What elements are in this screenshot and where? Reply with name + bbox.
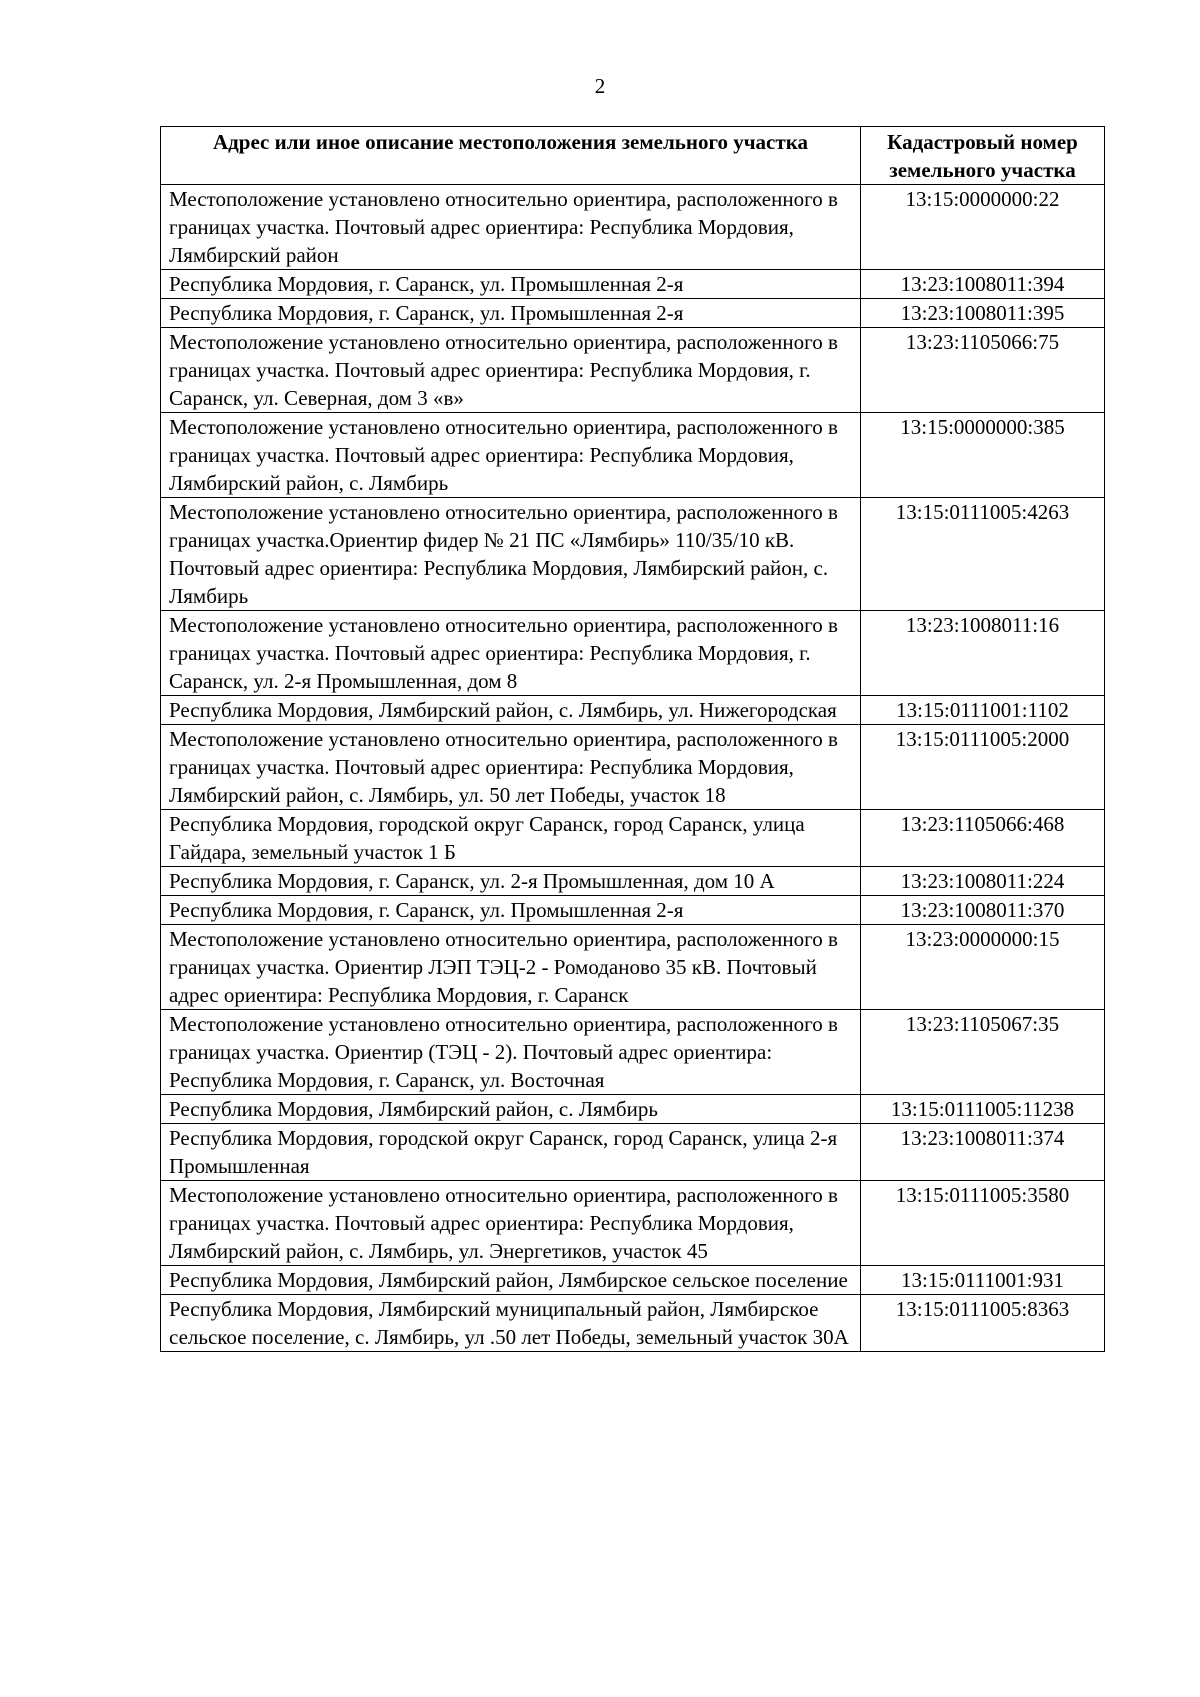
- cadastral-number-cell: 13:23:1008011:394: [861, 270, 1105, 299]
- cadastral-number-cell: 13:23:1008011:374: [861, 1124, 1105, 1181]
- cadastral-number-cell: 13:23:1008011:224: [861, 867, 1105, 896]
- table-row: [161, 1181, 1105, 1266]
- cadastral-number-cell: 13:23:1008011:16: [861, 611, 1105, 696]
- cadastral-number-cell: 13:15:0111001:1102: [861, 696, 1105, 725]
- address-cell: Республика Мордовия, городской округ Саранск, город Саранск, улица Гайдара, земельный участок 1 Б: [161, 810, 861, 867]
- table-header-row: [161, 127, 1105, 185]
- table-row: [161, 299, 1105, 328]
- cadastral-number-cell: 13:23:1008011:370: [861, 896, 1105, 925]
- page-number: 2: [594, 74, 606, 98]
- cadastral-number-cell: 13:15:0111005:3580: [861, 1181, 1105, 1266]
- cadastral-number-cell: 13:23:1105066:468: [861, 810, 1105, 867]
- address-cell: Местоположение установлено относительно ориентира, расположенного в границах участка. Ориентир (ТЭЦ - 2). Почтовый адрес ориентира: Республика Мордовия, г. Саранск, ул. Восточная: [161, 1010, 861, 1095]
- address-cell: Местоположение установлено относительно ориентира, расположенного в границах участка. Почтовый адрес ориентира: Республика Мордовия, г. Саранск, ул. 2-я Промышленная, дом 8: [161, 611, 861, 696]
- cadastral-number-cell: 13:15:0000000:22: [861, 185, 1105, 270]
- cadastral-number-cell: 13:23:1105067:35: [861, 1010, 1105, 1095]
- cadastral-number-cell: 13:15:0111001:931: [861, 1266, 1105, 1295]
- table-row: [161, 1266, 1105, 1295]
- address-cell: Местоположение установлено относительно ориентира, расположенного в границах участка. Почтовый адрес ориентира: Республика Мордовия, Лямбирский район: [161, 185, 861, 270]
- address-cell: Местоположение установлено относительно ориентира, расположенного в границах участка. Ориентир ЛЭП ТЭЦ-2 - Ромоданово 35 кВ. Почтовый адрес ориентира: Республика Мордовия, г. Саранск: [161, 925, 861, 1010]
- cadastral-number-cell: 13:15:0111005:11238: [861, 1095, 1105, 1124]
- table-row: [161, 867, 1105, 896]
- cadastral-number-cell: 13:23:1105066:75: [861, 328, 1105, 413]
- address-cell: Местоположение установлено относительно ориентира, расположенного в границах участка.Ориентир фидер № 21 ПС «Лямбирь» 110/35/10 кВ. Почтовый адрес ориентира: Республика Мордовия, Лямбирский район, с. Лямбирь: [161, 498, 861, 611]
- table-row: [161, 925, 1105, 1010]
- cadastral-number-column-header: Кадастровый номер земельного участка: [861, 127, 1105, 185]
- address-cell: Республика Мордовия, Лямбирский район, Лямбирское сельское поселение: [161, 1266, 861, 1295]
- cadastral-number-cell: 13:15:0111005:2000: [861, 725, 1105, 810]
- table-row: [161, 413, 1105, 498]
- address-cell: Республика Мордовия, Лямбирский муниципальный район, Лямбирское сельское поселение, с. Лямбирь, ул .50 лет Победы, земельный участок 30А: [161, 1295, 861, 1352]
- cadastral-number-cell: 13:23:0000000:15: [861, 925, 1105, 1010]
- address-cell: Республика Мордовия, г. Саранск, ул. Промышленная 2-я: [161, 896, 861, 925]
- address-cell: Местоположение установлено относительно ориентира, расположенного в границах участка. Почтовый адрес ориентира: Республика Мордовия, г. Саранск, ул. Северная, дом 3 «в»: [161, 328, 861, 413]
- address-cell: Республика Мордовия, г. Саранск, ул. 2-я Промышленная, дом 10 А: [161, 867, 861, 896]
- table-row: [161, 1124, 1105, 1181]
- table-row: [161, 1010, 1105, 1095]
- table-row: [161, 696, 1105, 725]
- table-row: [161, 1295, 1105, 1352]
- table-row: [161, 1095, 1105, 1124]
- table-body: [161, 185, 1105, 1352]
- address-cell: Местоположение установлено относительно ориентира, расположенного в границах участка. Почтовый адрес ориентира: Республика Мордовия, Лямбирский район, с. Лямбирь, ул. Энергетиков, участок 45: [161, 1181, 861, 1266]
- land-plots-table: [160, 126, 1105, 1352]
- table-row: [161, 611, 1105, 696]
- address-cell: Республика Мордовия, г. Саранск, ул. Промышленная 2-я: [161, 270, 861, 299]
- table-row: [161, 498, 1105, 611]
- address-column-header: Адрес или иное описание местоположения земельного участка: [161, 127, 861, 185]
- cadastral-number-cell: 13:15:0111005:8363: [861, 1295, 1105, 1352]
- table-row: [161, 896, 1105, 925]
- table-row: [161, 810, 1105, 867]
- address-cell: Республика Мордовия, Лямбирский район, с. Лямбирь, ул. Нижегородская: [161, 696, 861, 725]
- address-cell: Республика Мордовия, Лямбирский район, с. Лямбирь: [161, 1095, 861, 1124]
- address-cell: Республика Мордовия, городской округ Саранск, город Саранск, улица 2-я Промышленная: [161, 1124, 861, 1181]
- table-row: [161, 185, 1105, 270]
- address-cell: Местоположение установлено относительно ориентира, расположенного в границах участка. Почтовый адрес ориентира: Республика Мордовия, Лямбирский район, с. Лямбирь, ул. 50 лет Победы, участок 18: [161, 725, 861, 810]
- table-row: [161, 270, 1105, 299]
- table-row: [161, 328, 1105, 413]
- address-cell: Местоположение установлено относительно ориентира, расположенного в границах участка. Почтовый адрес ориентира: Республика Мордовия, Лямбирский район, с. Лямбирь: [161, 413, 861, 498]
- address-cell: Республика Мордовия, г. Саранск, ул. Промышленная 2-я: [161, 299, 861, 328]
- table-row: [161, 725, 1105, 810]
- cadastral-number-cell: 13:15:0000000:385: [861, 413, 1105, 498]
- cadastral-number-cell: 13:15:0111005:4263: [861, 498, 1105, 611]
- cadastral-number-cell: 13:23:1008011:395: [861, 299, 1105, 328]
